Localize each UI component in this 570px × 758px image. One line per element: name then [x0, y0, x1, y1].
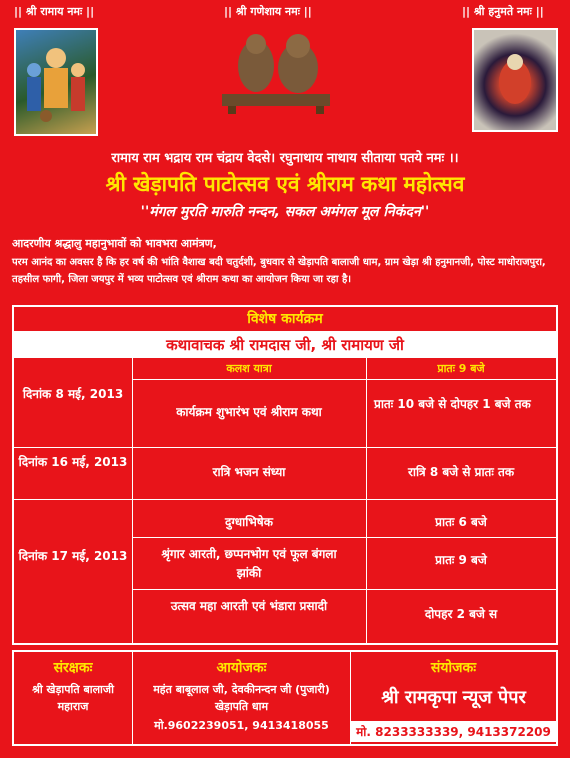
- day-1-event-1: कलश यात्रा: [226, 362, 272, 375]
- speaker-line: कथावाचक श्री रामदास जी, श्री रामायण जी: [14, 332, 556, 358]
- patron-name: श्री खेड़ापति बालाजी महाराज: [32, 683, 114, 713]
- convener-column: [351, 652, 556, 744]
- greeting-text: आदरणीय श्रद्धालु महानुभावों को भावभरा आमंत्रण,: [12, 237, 217, 250]
- organizer-label: आयोजकः: [216, 660, 267, 676]
- day-3-event-2: श्रृंगार आरती, छप्पनभोग एवं फूल बंगला झांकी: [161, 547, 337, 580]
- event-title: श्री खेड़ापति पाटोत्सव एवं श्रीराम कथा महोत्सव: [105, 172, 465, 196]
- program-heading: विशेष कार्यक्रम: [14, 307, 556, 332]
- patron-column: [14, 652, 132, 744]
- day-3-time-2: प्रातः 9 बजे: [435, 553, 487, 567]
- convener-name: श्री रामकृपा न्यूज पेपर: [381, 687, 526, 708]
- ram-darbar-image: [14, 28, 98, 136]
- quote-line: ''मंगल मुरति मारुति नन्दन, सकल अमंगल मूल निकंदन'': [140, 204, 430, 220]
- top-right-invocation: || श्री हनुमते नमः ||: [462, 5, 544, 18]
- organizer-phone: मो.9602239051, 9413418055: [154, 719, 329, 732]
- convener-label: संयोजकः: [430, 660, 477, 676]
- hanuman-ji-image: [472, 28, 558, 132]
- top-center-invocation: || श्री गणेशाय नमः ||: [224, 5, 312, 18]
- program-table: [12, 305, 558, 645]
- day-3-date: दिनांक 17 मई, 2013: [18, 549, 128, 563]
- day-1-event-2: कार्यक्रम शुभारंभ एवं श्रीराम कथा: [176, 405, 322, 419]
- top-left-invocation: || श्री रामाय नमः ||: [14, 5, 95, 18]
- day-3-event-1: दुग्धाभिषेक: [225, 515, 273, 529]
- ganesh-lakshmi-idol-image: [218, 28, 334, 116]
- day-2-date: दिनांक 16 मई, 2013: [18, 455, 128, 469]
- day-2-event-1: रात्रि भजन संध्या: [212, 465, 286, 479]
- organizer-column: [133, 652, 350, 744]
- patron-label: संरक्षकः: [53, 660, 93, 676]
- day-3-event-3: उत्सव महा आरती एवं भंडारा प्रसादी: [170, 599, 328, 613]
- day-1-time-1: प्रातः 9 बजे: [437, 362, 485, 375]
- day-1-time-2: प्रातः 10 बजे से दोपहर 1 बजे तक: [374, 397, 531, 411]
- convener-phone: मो. 8233333339, 9413372209: [351, 721, 556, 742]
- day-1-date: दिनांक 8 मई, 2013: [22, 387, 124, 401]
- day-2-time-1: रात्रि 8 बजे से प्रातः तक: [407, 465, 515, 479]
- day-3-time-3: दोपहर 2 बजे स: [424, 607, 498, 621]
- mantra-line: रामाय राम भद्राय राम चंद्राय वेदसे। रघुनाथाय नाथाय सीताया पतये नमः ।।: [111, 151, 459, 166]
- footer-box: [12, 650, 558, 746]
- organizer-text: महंत बाबूलाल जी, देवकीनन्दन जी (पुजारी) खेड़ापति धाम: [153, 683, 330, 713]
- day-3-time-1: प्रातः 6 बजे: [435, 515, 487, 529]
- invitation-paragraph: परम आनंद का अवसर है कि हर वर्ष की भांति वैशाख बदी चतुर्दशी, बुधवार से खेड़ापति बालाजी धाम, ग्राम खेड़ा श्री हनुमानजी, पोस्ट माधोराजपुरा, तहसील फागी, जिला जयपुर में भव्य पाटोत्सव एवं श्रीराम कथा का आयोजन किया जा रहा है।: [12, 257, 546, 285]
